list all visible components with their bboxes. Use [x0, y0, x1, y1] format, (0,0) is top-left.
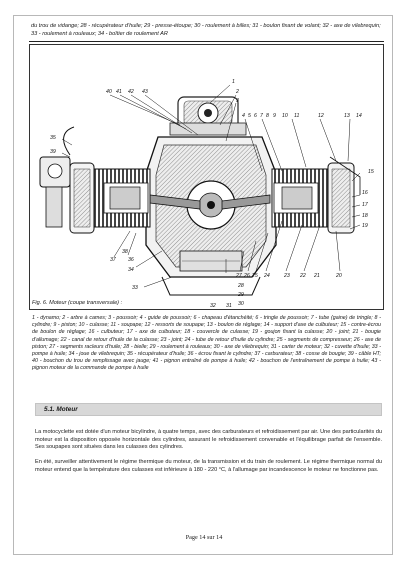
- callout-5: 5: [248, 113, 251, 119]
- right-cylinder-drawing: [272, 157, 360, 233]
- callout-23: 23: [284, 273, 290, 279]
- callout-26: 26: [244, 273, 250, 279]
- callout-33: 33: [132, 285, 138, 291]
- figure-caption-title: Fig. 6. Moteur (coupe transversale) :: [32, 300, 123, 306]
- callout-31: 31: [226, 303, 232, 309]
- callout-3: 3: [236, 98, 239, 104]
- document-page: [13, 15, 393, 555]
- callout-40: 40: [106, 89, 112, 95]
- figure-caption-legend: 1 - dynamo; 2 - arbre à cames; 3 - poussoir; 4 - guide de poussoir; 6 - chapeau d'étanchéité; 6 - tringle de poussoir; 7 - tube (gaine) de tringle; 8 - cylindre; 9 - piston; 10 - culasse; 11 - soupape; 12 - ressorts de soupape; 13 - boulon de réglage; 14 - support d'axe de culbuteur; 15 - contre-écrou de boulon de réglage; 16 - culbuteur; 17 - axe de culbuteur; 18 - couvercle de culasse; 19 - goujon fixant la culasse; 20 - joint; 21 - bougie d'allumage; 22 - canal de retour d'huile de la culasse; 23 - joint; 24 - tube de retour d'huile du cylindre; 25 - segments de compresseur; 26 - axe de piston; 27 - segments racleurs d'huile; 28 - bielle; 29 - roulement à rouleaux; 30 - axe de vilebrequin; 31 - carter de moteur; 32 - cuvette d'huile; 33 - pompe à huile; 34 - joue de vilebrequin; 35 - récupérateur d'huile; 36 - écrou fixant le cylindre; 37 - carburateur; 38 - cosse de bougie; 39 - câble HT; 40 - bouchon du trou de remplissage avec jauge; 41 - pignon entraîné de pompe à huile; 42 - bouchon de l'entraînement de pompe à huile; 43 - pignon moteur de la commande de pompe à huile: [32, 315, 381, 372]
- callout-1: 1: [232, 79, 235, 85]
- left-cylinder-drawing: [70, 163, 150, 233]
- callout-28: 28: [238, 283, 244, 289]
- callout-9: 9: [273, 113, 276, 119]
- divider-line: [29, 41, 384, 42]
- callout-6: 6: [254, 113, 257, 119]
- callout-32: 32: [210, 303, 216, 309]
- paragraph-engine-description: La motocyclette est dotée d'un moteur bicylindre, à quatre temps, avec des carburateurs et refroidissement par air. Une des particularités du moteur est la disposition opposée horizontale des cylindres, assurant le refroidissement convenable et l'équilibrage parfait de l'ensemble. Ses soupapes sont situées dans les culasses des cylindres.: [35, 429, 382, 451]
- callout-14: 14: [356, 113, 362, 119]
- carburettor-drawing: [40, 157, 70, 227]
- engine-cross-section-drawing: [30, 45, 384, 310]
- section-heading-bar: [35, 403, 382, 416]
- callout-24: 24: [264, 273, 270, 279]
- callout-15: 15: [368, 169, 374, 175]
- engine-figure: [29, 44, 384, 310]
- callout-43: 43: [142, 89, 148, 95]
- callout-22: 22: [300, 273, 306, 279]
- callout-36: 36: [128, 257, 134, 263]
- callout-37: 37: [110, 257, 116, 263]
- callout-34: 34: [128, 267, 134, 273]
- callout-8: 8: [266, 113, 269, 119]
- callout-17: 17: [362, 202, 368, 208]
- callout-4: 4: [242, 113, 245, 119]
- callout-20: 20: [336, 273, 342, 279]
- page-number: Page 14 sur 14: [185, 534, 223, 541]
- dynamo-drawing: [170, 97, 246, 135]
- top-paragraph: du trou de vidange; 28 - récupérateur d'huile; 29 - presse-étoupe; 30 - roulement à billes; 31 - boulon fixant de volant; 32 - axe de vilebrequin; 33 - roulement à rouleaux; 34 - boîtier de roulement AR: [31, 23, 381, 37]
- callout-25: 25: [252, 273, 258, 279]
- callout-21: 21: [314, 273, 320, 279]
- callout-19: 19: [362, 223, 368, 229]
- crankcase-drawing: [146, 137, 276, 277]
- callout-27: 27: [236, 273, 242, 279]
- paragraph-thermal-regime: En été, surveiller attentivement le régime thermique du moteur, de la transmission et du train de roulement. Le régime thermique normal du moteur entend que la température des culasses est inférieure à 180 - 220 °C, à l'allumage par incandescence le moteur ne fonctionne pas.: [35, 459, 382, 473]
- callout-38: 38: [122, 249, 128, 255]
- callout-7: 7: [260, 113, 263, 119]
- callout-2: 2: [236, 89, 239, 95]
- callout-12: 12: [318, 113, 324, 119]
- callout-11: 11: [294, 113, 300, 119]
- callout-18: 18: [362, 213, 368, 219]
- callout-29: 29: [238, 292, 244, 298]
- callout-35: 35: [50, 135, 56, 141]
- callout-30: 30: [238, 301, 244, 307]
- callout-41: 41: [116, 89, 122, 95]
- callout-13: 13: [344, 113, 350, 119]
- callout-39: 39: [50, 149, 56, 155]
- oil-pan-drawing: [162, 277, 260, 295]
- callout-10: 10: [282, 113, 288, 119]
- callout-16: 16: [362, 190, 368, 196]
- callout-42: 42: [128, 89, 134, 95]
- section-heading: 5.1. Moteur: [44, 406, 78, 413]
